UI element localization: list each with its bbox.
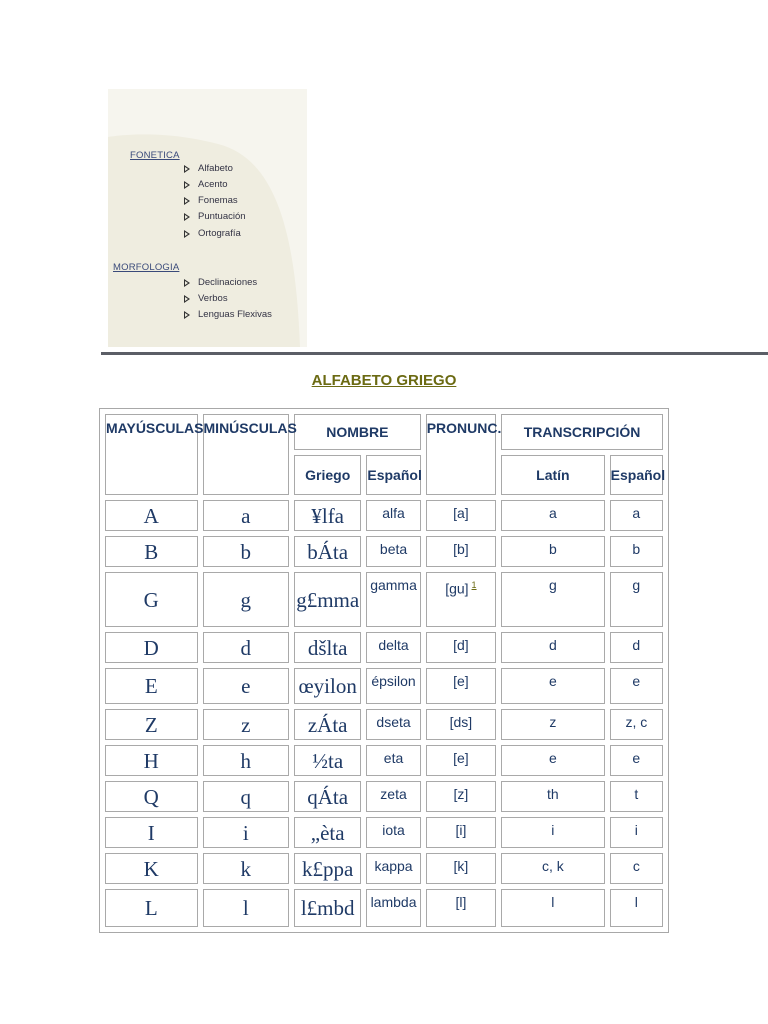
header-mayusculas: MAYÚSCULAS bbox=[105, 414, 198, 495]
pronunciation: [gu] bbox=[445, 580, 469, 597]
table-row bbox=[105, 500, 663, 531]
nav-section-morfologia[interactable]: MORFOLOGIA bbox=[113, 262, 180, 273]
spanish-transcription: b bbox=[610, 536, 663, 567]
latin-transcription: e bbox=[501, 668, 605, 704]
table-row bbox=[105, 817, 663, 848]
latin-transcription: th bbox=[501, 781, 605, 812]
triangle-bullet-icon bbox=[184, 295, 190, 303]
spanish-name: alfa bbox=[366, 500, 420, 531]
upper-letter: L bbox=[105, 889, 198, 927]
upper-letter: E bbox=[105, 668, 198, 704]
greek-name: zÁta bbox=[294, 709, 361, 740]
nav-item-label: Lenguas Flexivas bbox=[198, 309, 272, 320]
nav-item-ortografia[interactable] bbox=[184, 228, 241, 239]
upper-letter: A bbox=[105, 500, 198, 531]
nav-item-verbos[interactable] bbox=[184, 293, 228, 304]
upper-letter: Z bbox=[105, 709, 198, 740]
pronunciation: [b] bbox=[426, 536, 496, 567]
spanish-transcription: c bbox=[610, 853, 663, 884]
lower-letter: q bbox=[203, 781, 289, 812]
spanish-transcription: e bbox=[610, 745, 663, 776]
latin-transcription: e bbox=[501, 745, 605, 776]
table-row bbox=[105, 745, 663, 776]
nav-section-fonetica[interactable]: FONETICA bbox=[130, 150, 180, 161]
navigation-panel bbox=[108, 89, 307, 347]
greek-name: k£ppa bbox=[294, 853, 361, 884]
nav-item-alfabeto[interactable] bbox=[184, 163, 233, 174]
page-title[interactable]: ALFABETO GRIEGO bbox=[311, 372, 457, 389]
lower-letter: e bbox=[203, 668, 289, 704]
spanish-name: lambda bbox=[366, 889, 420, 927]
upper-letter: K bbox=[105, 853, 198, 884]
upper-letter: I bbox=[105, 817, 198, 848]
spanish-name: kappa bbox=[366, 853, 420, 884]
header-minusculas: MINÚSCULAS bbox=[203, 414, 289, 495]
nav-item-declinaciones[interactable] bbox=[184, 277, 257, 288]
table-row bbox=[105, 632, 663, 663]
lower-letter: l bbox=[203, 889, 289, 927]
spanish-transcription: d bbox=[610, 632, 663, 663]
greek-name: g£mma bbox=[294, 572, 361, 627]
nav-item-fonemas[interactable] bbox=[184, 195, 238, 206]
greek-name: ¥lfa bbox=[294, 500, 361, 531]
latin-transcription: g bbox=[501, 572, 605, 627]
greek-name: ½ta bbox=[294, 745, 361, 776]
triangle-bullet-icon bbox=[184, 230, 190, 238]
greek-name: bÁta bbox=[294, 536, 361, 567]
pronunciation: [e] bbox=[426, 668, 496, 704]
footnote-link[interactable]: 1 bbox=[471, 580, 477, 590]
header-pronunc: PRONUNC. bbox=[426, 414, 496, 495]
nav-item-label: Puntuación bbox=[198, 211, 246, 222]
pronunciation: [ds] bbox=[426, 709, 496, 740]
lower-letter: b bbox=[203, 536, 289, 567]
horizontal-divider bbox=[101, 352, 768, 355]
spanish-name: iota bbox=[366, 817, 420, 848]
header-espanol-transcripcion: Español bbox=[610, 455, 663, 495]
triangle-bullet-icon bbox=[184, 213, 190, 221]
spanish-transcription: g bbox=[610, 572, 663, 627]
nav-item-label: Acento bbox=[198, 179, 228, 190]
table-row bbox=[105, 536, 663, 567]
spanish-name: zeta bbox=[366, 781, 420, 812]
greek-name: œyilon bbox=[294, 668, 361, 704]
table-row bbox=[105, 709, 663, 740]
pronunciation: [a] bbox=[426, 500, 496, 531]
greek-name: qÁta bbox=[294, 781, 361, 812]
lower-letter: d bbox=[203, 632, 289, 663]
table-row bbox=[105, 572, 663, 627]
latin-transcription: b bbox=[501, 536, 605, 567]
lower-letter: k bbox=[203, 853, 289, 884]
header-espanol-nombre: Español bbox=[366, 455, 420, 495]
pronunciation: [e] bbox=[426, 745, 496, 776]
spanish-transcription: l bbox=[610, 889, 663, 927]
greek-alphabet-table bbox=[99, 408, 669, 933]
nav-item-puntuacion[interactable] bbox=[184, 211, 246, 222]
greek-name: dšlta bbox=[294, 632, 361, 663]
header-transcripcion: TRANSCRIPCIÓN bbox=[501, 414, 663, 450]
pronunciation: [z] bbox=[426, 781, 496, 812]
nav-item-label: Verbos bbox=[198, 293, 228, 304]
spanish-transcription: z, c bbox=[610, 709, 663, 740]
table-row bbox=[105, 853, 663, 884]
spanish-transcription: a bbox=[610, 500, 663, 531]
latin-transcription: l bbox=[501, 889, 605, 927]
pronunciation: [k] bbox=[426, 853, 496, 884]
spanish-transcription: e bbox=[610, 668, 663, 704]
triangle-bullet-icon bbox=[184, 165, 190, 173]
triangle-bullet-icon bbox=[184, 181, 190, 189]
greek-name: l£mbd bbox=[294, 889, 361, 927]
nav-item-label: Declinaciones bbox=[198, 277, 258, 288]
lower-letter: h bbox=[203, 745, 289, 776]
header-latin: Latín bbox=[501, 455, 605, 495]
pronunciation-cell bbox=[426, 572, 496, 627]
header-griego: Griego bbox=[294, 455, 361, 495]
spanish-name: delta bbox=[366, 632, 420, 663]
nav-item-label: Fonemas bbox=[198, 195, 238, 206]
latin-transcription: z bbox=[501, 709, 605, 740]
pronunciation: [i] bbox=[426, 817, 496, 848]
lower-letter: z bbox=[203, 709, 289, 740]
spanish-transcription: i bbox=[610, 817, 663, 848]
triangle-bullet-icon bbox=[184, 311, 190, 319]
upper-letter: G bbox=[105, 572, 198, 627]
triangle-bullet-icon bbox=[184, 197, 190, 205]
spanish-name: eta bbox=[366, 745, 420, 776]
upper-letter: H bbox=[105, 745, 198, 776]
header-nombre: NOMBRE bbox=[294, 414, 421, 450]
pronunciation: [l] bbox=[426, 889, 496, 927]
spanish-name: gamma bbox=[366, 572, 420, 627]
table-row bbox=[105, 781, 663, 812]
spanish-name: dseta bbox=[366, 709, 420, 740]
spanish-name: épsilon bbox=[366, 668, 420, 704]
lower-letter: i bbox=[203, 817, 289, 848]
latin-transcription: c, k bbox=[501, 853, 605, 884]
lower-letter: g bbox=[203, 572, 289, 627]
upper-letter: B bbox=[105, 536, 198, 567]
latin-transcription: d bbox=[501, 632, 605, 663]
table-row bbox=[105, 889, 663, 927]
latin-transcription: a bbox=[501, 500, 605, 531]
nav-item-label: Ortografía bbox=[198, 228, 241, 239]
nav-item-label: Alfabeto bbox=[198, 163, 233, 174]
spanish-transcription: t bbox=[610, 781, 663, 812]
pronunciation: [d] bbox=[426, 632, 496, 663]
greek-name: „èta bbox=[294, 817, 361, 848]
upper-letter: D bbox=[105, 632, 198, 663]
lower-letter: a bbox=[203, 500, 289, 531]
table-row bbox=[105, 668, 663, 704]
latin-transcription: i bbox=[501, 817, 605, 848]
spanish-name: beta bbox=[366, 536, 420, 567]
nav-item-lenguas-flexivas[interactable] bbox=[184, 309, 272, 320]
triangle-bullet-icon bbox=[184, 279, 190, 287]
upper-letter: Q bbox=[105, 781, 198, 812]
nav-item-acento[interactable] bbox=[184, 179, 228, 190]
